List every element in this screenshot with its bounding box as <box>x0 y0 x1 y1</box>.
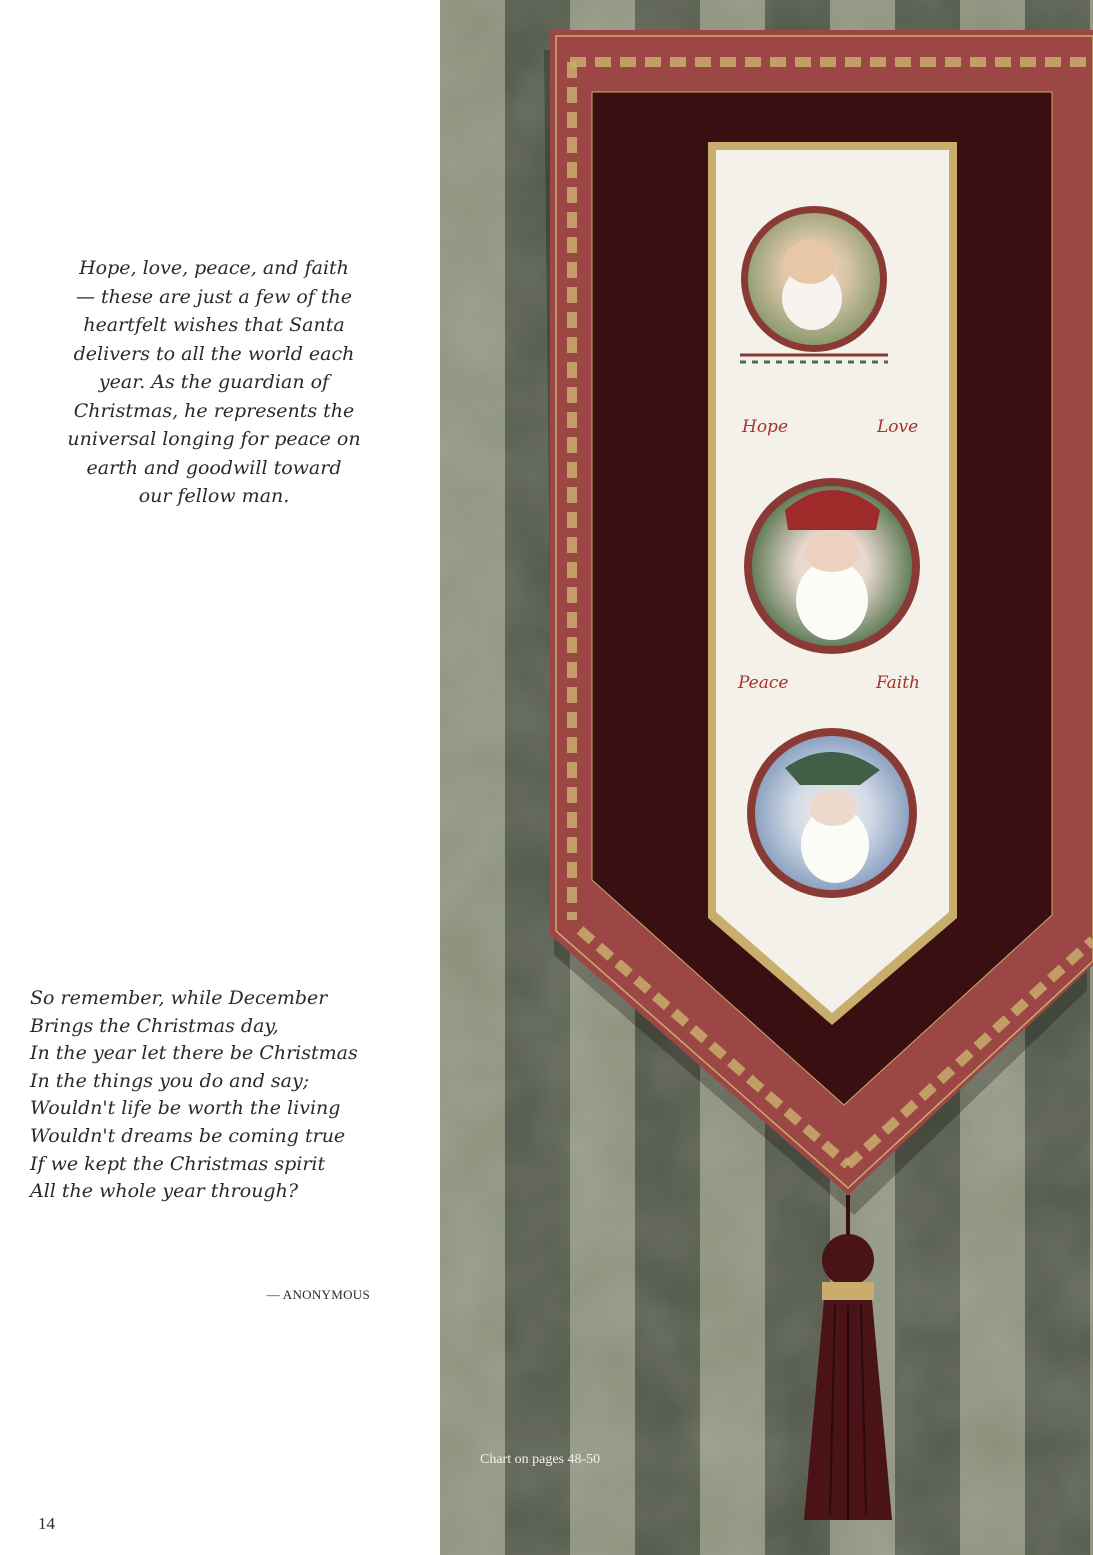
banner-word-hope: Hope <box>742 417 789 437</box>
poem-line: Brings the Christmas day, <box>30 1014 279 1037</box>
intro-line: — these are just a few of the <box>75 285 352 308</box>
poem-line: In the things you do and say; <box>30 1069 310 1092</box>
banner-illustration <box>440 0 1093 1555</box>
poem-line: Wouldn't dreams be coming true <box>30 1124 346 1147</box>
intro-line: Christmas, he represents the <box>73 399 355 422</box>
poem-line: Wouldn't life be worth the living <box>30 1097 341 1120</box>
santa-medallion <box>744 478 920 654</box>
intro-line: heartfelt wishes that Santa <box>83 314 345 336</box>
poem-line: If we kept the Christmas spirit <box>30 1152 326 1175</box>
chart-reference: Chart on pages 48-50 <box>480 1452 601 1467</box>
banner-word-faith: Faith <box>876 673 920 693</box>
page-number: 14 <box>38 1514 55 1533</box>
intro-line: earth and goodwill toward <box>86 456 342 479</box>
poem-line: In the year let there be Christmas <box>30 1042 358 1065</box>
poem-attribution: — ANONYMOUS <box>266 1287 370 1302</box>
intro-line: our fellow man. <box>138 485 290 507</box>
poem-line: So remember, while December <box>30 987 328 1009</box>
intro-line: year. As the guardian of <box>98 371 330 393</box>
text-column <box>0 0 440 1555</box>
banner-photo <box>440 0 1093 1555</box>
poem-line: All the whole year through? <box>30 1180 299 1203</box>
intro-paragraph <box>38 254 390 511</box>
santa-medallion <box>747 728 917 898</box>
intro-line: delivers to all the world each <box>73 342 355 365</box>
banner-word-love: Love <box>877 417 919 437</box>
intro-line: universal longing for peace on <box>67 428 361 450</box>
banner-word-peace: Peace <box>738 673 789 693</box>
poem <box>30 985 410 1206</box>
intro-line: Hope, love, peace, and faith <box>79 257 349 279</box>
santa-medallion <box>741 206 887 352</box>
